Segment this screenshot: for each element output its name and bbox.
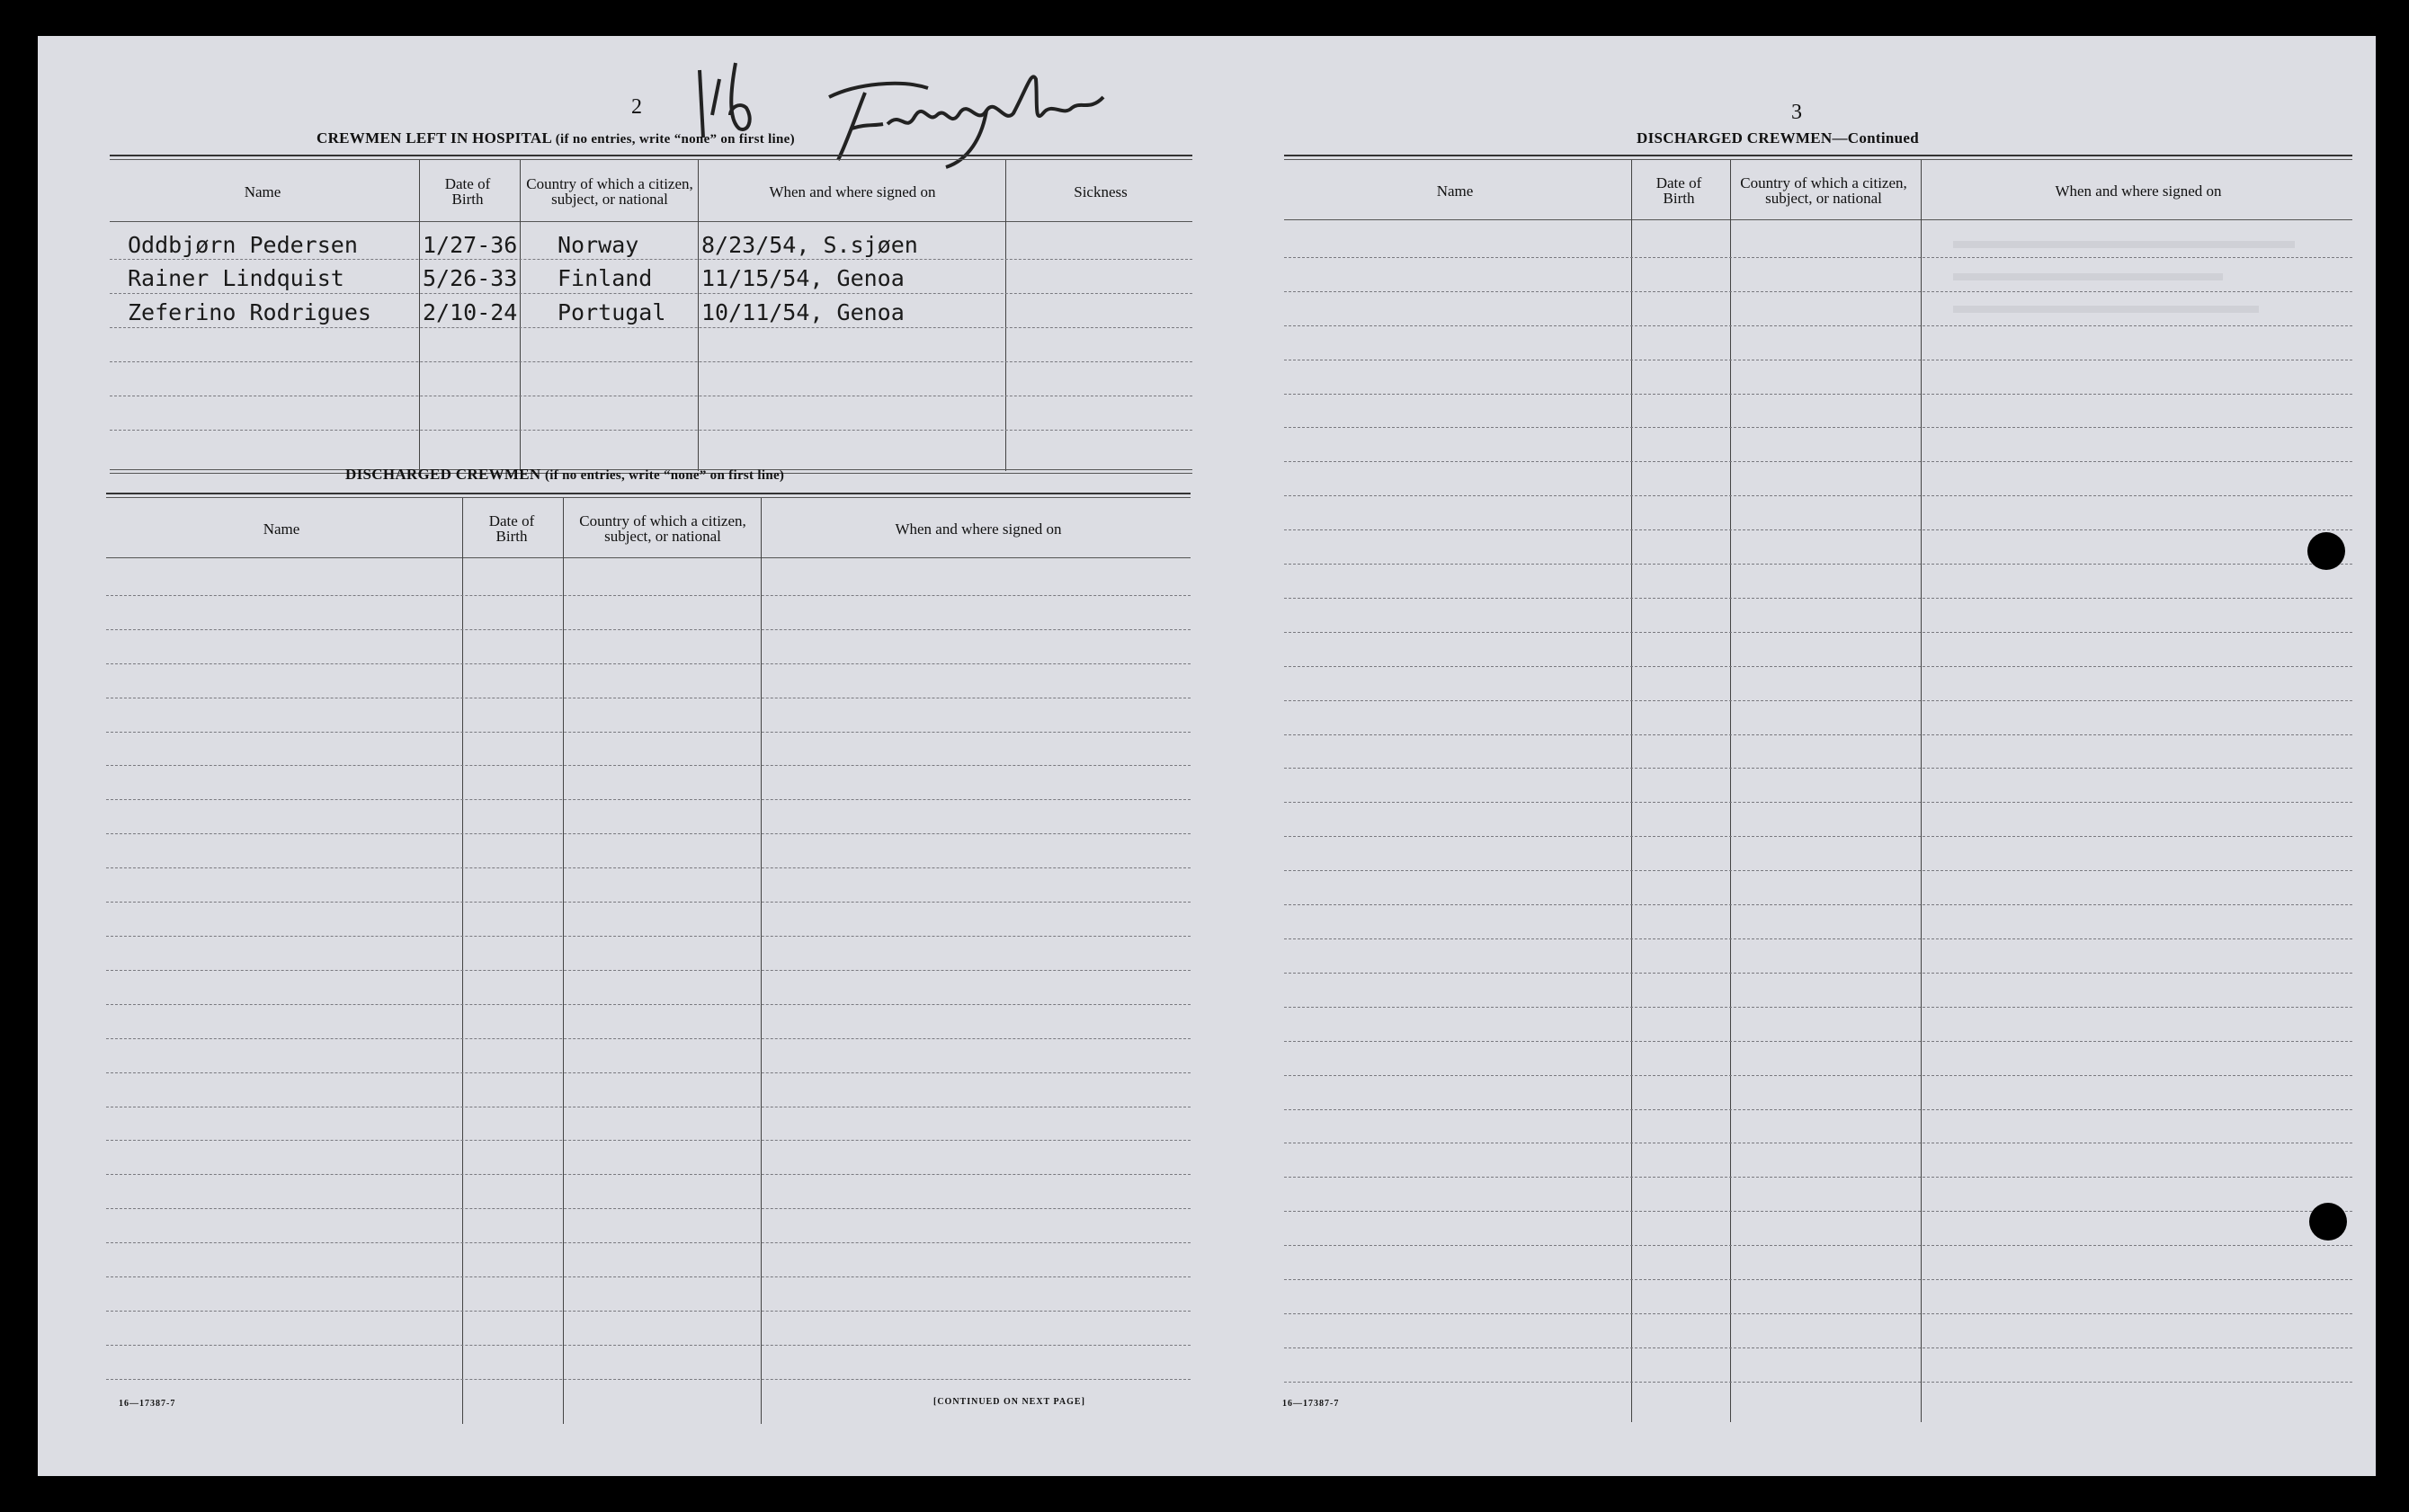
hospital-row-1-signed: 8/23/54, S.sjøen — [701, 232, 918, 258]
hospital-row-2-name: Rainer Lindquist — [128, 265, 344, 291]
hospital-col-divider — [419, 160, 420, 471]
hospital-row-line — [110, 361, 1192, 362]
left-page-number: 2 — [631, 95, 642, 119]
hospital-header-rule — [110, 221, 1192, 222]
right-row-line — [1284, 904, 2352, 905]
hospital-row-2-dob: 5/26-33 — [423, 265, 518, 291]
discharged-left-col-divider — [761, 498, 762, 1424]
right-row-line — [1284, 1007, 2352, 1008]
right-row-line — [1284, 529, 2352, 530]
hospital-section-title — [317, 129, 795, 147]
right-row-line — [1284, 700, 2352, 701]
right-row-line — [1284, 973, 2352, 974]
discharged-left-row-line — [106, 732, 1191, 733]
right-row-line — [1284, 427, 2352, 428]
hospital-row-3-name: Zeferino Rodrigues — [128, 299, 371, 325]
hospital-col-divider — [520, 160, 521, 471]
right-row-line — [1284, 1109, 2352, 1110]
hospital-col-sickness: Sickness — [1074, 182, 1128, 200]
right-header-rule — [1284, 219, 2352, 220]
hospital-row-1-dob: 1/27-36 — [423, 232, 518, 258]
discharged-left-row-line — [106, 1072, 1191, 1073]
hospital-row-line — [110, 293, 1192, 294]
hospital-table-top-rule — [110, 155, 1192, 156]
hospital-col-name: Name — [244, 182, 281, 200]
discharged-left-row-line — [106, 936, 1191, 937]
discharged-left-row-line — [106, 1174, 1191, 1175]
hospital-col-divider — [1005, 160, 1006, 471]
right-col-name: Name — [1436, 182, 1474, 200]
hospital-col-country: Country of which a citizen, subject, or national — [526, 175, 693, 208]
hospital-row-3-signed: 10/11/54, Genoa — [701, 299, 905, 325]
hospital-row-3-country: Portugal — [558, 299, 666, 325]
hospital-col-dob: Date of Birth — [444, 175, 491, 208]
right-row-line — [1284, 734, 2352, 735]
discharged-title-note: (if no entries, write “none” on first line) — [545, 468, 785, 483]
discharged-left-col-divider — [563, 498, 564, 1424]
discharged-left-row-line — [106, 595, 1191, 596]
discharged-left-row-line — [106, 629, 1191, 630]
right-row-line — [1284, 1177, 2352, 1178]
hospital-col-divider — [698, 160, 699, 471]
right-row-line — [1284, 632, 2352, 633]
right-row-line — [1284, 1075, 2352, 1076]
hospital-row-3-dob: 2/10-24 — [423, 299, 518, 325]
right-col-divider — [1921, 160, 1922, 1422]
right-row-line — [1284, 598, 2352, 599]
right-form-number: 16—17387-7 — [1282, 1399, 1340, 1409]
discharged-left-top-rule-thin — [106, 497, 1191, 498]
right-row-line — [1284, 325, 2352, 326]
right-section-title: DISCHARGED CREWMEN—Continued — [1637, 129, 1919, 147]
right-row-line — [1284, 938, 2352, 939]
hospital-row-line — [110, 430, 1192, 431]
hospital-row-2-country: Finland — [558, 265, 653, 291]
right-col-divider — [1730, 160, 1731, 1422]
discharged-left-row-line — [106, 1242, 1191, 1243]
left-form-number: 16—17387-7 — [119, 1399, 176, 1409]
discharged-left-header-rule — [106, 557, 1191, 558]
right-row-line — [1284, 870, 2352, 871]
hospital-row-2-signed: 11/15/54, Genoa — [701, 265, 905, 291]
hospital-table-top-rule-thin — [110, 159, 1192, 160]
continued-note: [CONTINUED ON NEXT PAGE] — [933, 1397, 1085, 1407]
punch-hole — [2309, 1203, 2347, 1241]
right-row-line — [1284, 836, 2352, 837]
discharged-left-row-line — [106, 1140, 1191, 1141]
right-col-signed: When and where signed on — [2055, 182, 2222, 200]
discharged-left-row-line — [106, 1208, 1191, 1209]
hospital-row-line — [110, 327, 1192, 328]
discharged-left-row-line — [106, 1345, 1191, 1346]
hospital-title-note: (if no entries, write “none” on first line) — [555, 132, 795, 147]
hospital-row-line — [110, 259, 1192, 260]
discharged-left-top-rule — [106, 493, 1191, 494]
right-row-line — [1284, 666, 2352, 667]
right-col-country: Country of which a citizen, subject, or national — [1740, 174, 1907, 207]
hospital-row-1-country: Norway — [558, 232, 639, 258]
discharged-left-row-line — [106, 1276, 1191, 1277]
discharged-left-col-name: Name — [263, 520, 300, 538]
discharged-left-row-line — [106, 833, 1191, 834]
punch-hole — [2307, 532, 2345, 570]
discharged-left-row-line — [106, 1038, 1191, 1039]
discharged-left-row-line — [106, 663, 1191, 664]
discharged-left-col-divider — [462, 498, 463, 1424]
right-col-divider — [1631, 160, 1632, 1422]
discharged-left-row-line — [106, 902, 1191, 903]
right-row-line — [1284, 394, 2352, 395]
discharged-left-row-line — [106, 1311, 1191, 1312]
right-row-line — [1284, 768, 2352, 769]
form-sheet — [38, 36, 2376, 1476]
discharged-left-row-line — [106, 867, 1191, 868]
hospital-col-signed: When and where signed on — [769, 182, 936, 200]
discharged-left-col-dob: Date of Birth — [488, 512, 535, 545]
right-row-line — [1284, 564, 2352, 565]
discharged-title-text: DISCHARGED CREWMEN — [345, 466, 541, 483]
bleed-through-marks — [1935, 232, 2331, 322]
bleed-through-shapes — [1935, 232, 2331, 322]
right-row-line — [1284, 1347, 2352, 1348]
right-table-top-rule-thin — [1284, 159, 2352, 160]
discharged-left-row-line — [106, 1004, 1191, 1005]
right-row-line — [1284, 1245, 2352, 1246]
discharged-section-title — [345, 466, 784, 484]
discharged-left-row-line — [106, 765, 1191, 766]
discharged-left-row-line — [106, 970, 1191, 971]
hospital-row-1-name: Oddbjørn Pedersen — [128, 232, 358, 258]
discharged-left-col-signed: When and where signed on — [895, 520, 1062, 538]
right-page-number: 3 — [1791, 101, 1802, 124]
hospital-title-text: CREWMEN LEFT IN HOSPITAL — [317, 129, 552, 147]
right-row-line — [1284, 1211, 2352, 1212]
right-col-dob: Date of Birth — [1655, 174, 1702, 207]
right-row-line — [1284, 1279, 2352, 1280]
discharged-left-row-line — [106, 799, 1191, 800]
discharged-left-col-country: Country of which a citizen, subject, or national — [579, 512, 746, 545]
right-row-line — [1284, 1313, 2352, 1314]
right-row-line — [1284, 1041, 2352, 1042]
discharged-left-row-line — [106, 1379, 1191, 1380]
right-row-line — [1284, 802, 2352, 803]
right-row-line — [1284, 461, 2352, 462]
right-row-line — [1284, 1382, 2352, 1383]
right-row-line — [1284, 495, 2352, 496]
right-table-top-rule — [1284, 155, 2352, 156]
